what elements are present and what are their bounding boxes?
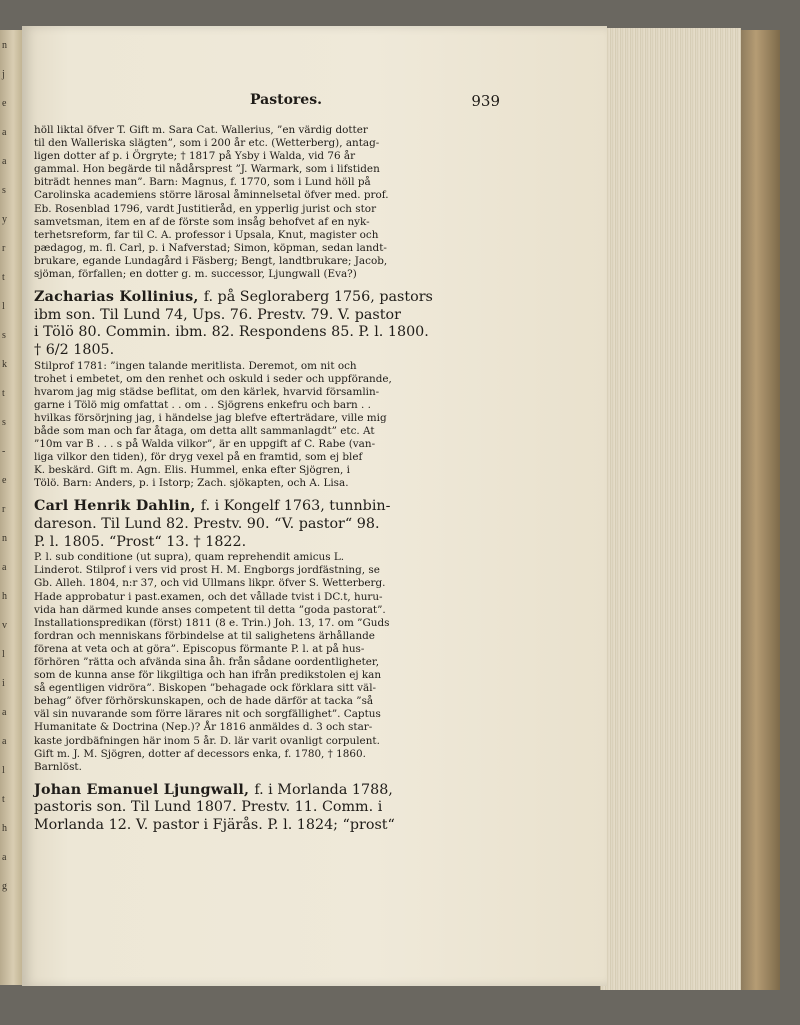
text-line: som de kunna anse för likgiltiga och han ifrån predikstolen ej kan bbox=[34, 669, 382, 682]
text-line: gammal. Hon begärde til nådårsprest ”J. Warmark, som i lifstiden bbox=[34, 163, 380, 176]
text-line: höll liktal öfver T. Gift m. Sara Cat. Wallerius, ”en värdig dotter bbox=[34, 124, 368, 136]
text-line: Tölö. Barn: Anders, p. i Istorp; Zach. sjökapten, och A. Lisa. bbox=[34, 477, 349, 490]
text-line: pastoris son. Til Lund 1807. Prestv. 11. Comm. i bbox=[34, 799, 383, 816]
margin-letter: h bbox=[2, 823, 7, 834]
text-line: vida han därmed kunde anses competent til detta ”goda pastorat”. bbox=[34, 603, 386, 616]
margin-letter: t bbox=[2, 272, 5, 283]
text-line: pædagog, m. fl. Carl, p. i Nafverstad; Simon, köpman, sedan landt- bbox=[34, 241, 387, 254]
margin-letter: t bbox=[2, 388, 5, 399]
page-body bbox=[34, 124, 479, 835]
text-line: Carl Henrik Dahlin, f. i Kongelf 1763, tunnbin- bbox=[34, 498, 391, 515]
text-line: dareson. Til Lund 82. Prestv. 90. “V. pastor“ 98. bbox=[34, 516, 380, 533]
entry-name: Zacharias Kollinius, bbox=[34, 289, 204, 306]
text-line: liga vilkor den tiden), för dryg vexel på en framtid, som ej blef bbox=[34, 451, 363, 464]
text-line: Stilprof 1781: ”ingen talande meritlista. Deremot, om nit och bbox=[34, 359, 357, 372]
margin-letter: a bbox=[2, 707, 7, 718]
text-line: P. l. 1805. “Prost“ 13. † 1822. bbox=[34, 533, 247, 550]
margin-letter: s bbox=[2, 185, 6, 196]
running-head: Pastores. bbox=[250, 92, 322, 108]
text-line: Linderot. Stilprof i vers vid prost H. M. Engborgs jordfästning, se bbox=[34, 564, 380, 577]
margin-letter: a bbox=[2, 156, 7, 167]
entry-name: Carl Henrik Dahlin, bbox=[34, 498, 201, 515]
text-line: K. beskärd. Gift m. Agn. Elis. Hummel, enka efter Sjögren, i bbox=[34, 464, 350, 477]
margin-letter: v bbox=[2, 620, 7, 631]
text-line: ibm son. Til Lund 74, Ups. 76. Prestv. 79. V. pastor bbox=[34, 306, 401, 323]
margin-letter: s bbox=[2, 417, 6, 428]
entry-name: Johan Emanuel Ljungwall, bbox=[34, 781, 255, 798]
margin-letter: g bbox=[2, 881, 7, 892]
text-line: Barnlöst. bbox=[34, 760, 82, 773]
margin-letter: n bbox=[2, 40, 7, 51]
text-line: sjöman, förfallen; en dotter g. m. successor, Ljungwall (Eva?) bbox=[34, 268, 357, 281]
text-line: Humanitate & Doctrina (Nep.)? År 1816 anmäldes d. 3 och star- bbox=[34, 721, 373, 734]
margin-letter: i bbox=[2, 678, 5, 689]
margin-letter: e bbox=[2, 475, 7, 486]
margin-letter: t bbox=[2, 794, 5, 805]
text-line: ”10m var B . . . s på Walda vilkor”, är en uppgift af C. Rabe (van- bbox=[34, 438, 376, 451]
text-line: både som man och far åtaga, om detta allt sammanlagdt” etc. At bbox=[34, 424, 375, 437]
text-line: Johan Emanuel Ljungwall, f. i Morlanda 1788, bbox=[34, 781, 393, 798]
text-line: väl sin nuvarande som förre lärares nit och sorgfällighet”. Captus bbox=[34, 708, 381, 721]
margin-letter: j bbox=[2, 69, 5, 80]
text-line: til den Walleriska slägten”, som i 200 år etc. (Wetterberg), antag- bbox=[34, 137, 380, 150]
margin-letter: a bbox=[2, 736, 7, 747]
entry-kollinius bbox=[34, 289, 479, 490]
text-line: kaste jordbäfningen här inom 5 år. D. lär varit ovanligt corpulent. bbox=[34, 734, 380, 747]
margin-letter: a bbox=[2, 562, 7, 573]
text-line: förhören ”rätta och afvända sina åh. från sådane oordentligheter, bbox=[34, 655, 380, 668]
margin-letter: n bbox=[2, 533, 7, 544]
text-line: förena at veta och at göra”. Episcopus förmante P. l. at på hus- bbox=[34, 642, 365, 655]
text-line: Morlanda 12. V. pastor i Fjärås. P. l. 1824; “prost“ bbox=[34, 817, 395, 833]
text-line: så egentligen vidröra”. Biskopen ”behagade ock förklara sitt väl- bbox=[34, 682, 377, 695]
text-line: hvarom jag mig städse beflitat, om den kärlek, hvarvid församlin- bbox=[34, 385, 380, 398]
margin-letter: y bbox=[2, 214, 7, 225]
page-stack-edges bbox=[600, 28, 741, 990]
text-line: behag” öfver förhörskunskapen, och de hade därför at tacka ”så bbox=[34, 695, 374, 708]
margin-letter: e bbox=[2, 98, 7, 109]
margin-letter: a bbox=[2, 852, 7, 863]
text-line: Eb. Rosenblad 1796, vardt Justitieråd, en ypperlig jurist och stor bbox=[34, 202, 377, 215]
text-line: P. l. sub conditione (ut supra), quam reprehendit amicus L. bbox=[34, 551, 345, 564]
text-line: ligen dotter af p. i Örgryte; † 1817 på Ysby i Walda, vid 76 år bbox=[34, 150, 356, 163]
margin-letter: r bbox=[2, 504, 6, 515]
margin-letter: s bbox=[2, 330, 6, 341]
book-cover-edge bbox=[740, 30, 780, 990]
margin-letter: a bbox=[2, 127, 7, 138]
margin-letter: - bbox=[2, 446, 6, 457]
entry-ljungwall bbox=[34, 782, 479, 835]
text-line: samvetsman, item en af de förste som insåg behofvet af en nyk- bbox=[34, 215, 370, 228]
text-line: terhetsreform, far til C. A. professor i Upsala, Knut, magister och bbox=[34, 228, 379, 241]
text-line: Carolinska academiens större lärosal åminnelsetal öfver med. prof. bbox=[34, 189, 389, 202]
text-line: biträdt hennes man”. Barn: Magnus, f. 1770, som i Lund höll på bbox=[34, 176, 371, 189]
text-line: Installationspredikan (först) 1811 (8 e. Trin.) Joh. 13, 17. om ”Guds bbox=[34, 616, 390, 629]
margin-letter: l bbox=[2, 301, 5, 312]
entry-continuation bbox=[34, 124, 479, 281]
text-line: fordran och menniskans förbindelse at til salighetens ärhållande bbox=[34, 629, 375, 642]
text-line: † 6/2 1805. bbox=[34, 341, 115, 358]
margin-letter: r bbox=[2, 243, 6, 254]
text-line: Hade approbatur i past.examen, och det vållade tvist i DC.t, huru- bbox=[34, 590, 383, 603]
text-line: Gb. Alleh. 1804, n:r 37, och vid Ullmans likpr. öfver S. Wetterberg. bbox=[34, 577, 386, 590]
page-header bbox=[50, 92, 500, 114]
text-line: brukare, egande Lundagård i Fäsberg; Bengt, landtbrukare; Jacob, bbox=[34, 254, 388, 267]
margin-letter: h bbox=[2, 591, 7, 602]
text-line: Gift m. J. M. Sjögren, dotter af decessors enka, f. 1780, † 1860. bbox=[34, 747, 366, 760]
text-line: Zacharias Kollinius, f. på Segloraberg 1756, pastors bbox=[34, 289, 433, 306]
entry-dahlin bbox=[34, 498, 479, 773]
text-line: hvilkas försörjning jag, i händelse jag blefve efterträdare, ville mig bbox=[34, 411, 387, 424]
text-line: trohet i embetet, om den renhet och oskuld i seder och uppförande, bbox=[34, 372, 392, 385]
text-line: garne i Tölö mig omfattat . . om . . Sjögrens enkefru och barn . . bbox=[34, 398, 371, 411]
margin-letter: l bbox=[2, 765, 5, 776]
margin-letter: l bbox=[2, 649, 5, 660]
page-number: 939 bbox=[471, 92, 500, 110]
text-line: i Tölö 80. Commin. ibm. 82. Respondens 85. P. l. 1800. bbox=[34, 324, 429, 341]
margin-letter: k bbox=[2, 359, 7, 370]
